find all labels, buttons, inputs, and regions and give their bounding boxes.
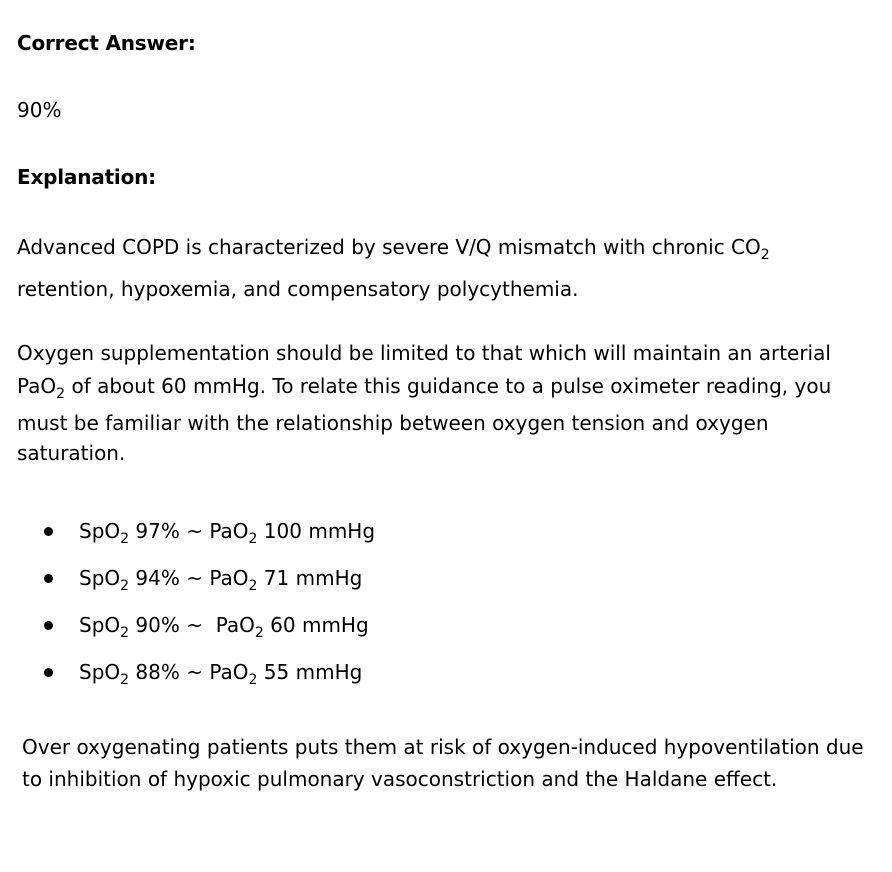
pao2-label: PaO (215, 613, 255, 637)
correct-answer-value: 90% (17, 98, 62, 122)
spo2-label: SpO (79, 566, 121, 590)
spo2-subscript: 2 (120, 531, 130, 547)
spo2-value: 88% ~ (129, 660, 210, 684)
pao2-subscript: 2 (248, 672, 258, 688)
pao2-value: 71 mmHg (257, 566, 363, 590)
explanation-paragraph-2 (17, 338, 857, 468)
paragraph-2-line-2 (17, 368, 857, 408)
paragraph-2-line-3: must be familiar with the relationship between oxygen tension and oxygen (17, 411, 769, 435)
paragraph-1-line-2: retention, hypoxemia, and compensatory polycythemia. (17, 277, 579, 301)
pao2-label: PaO (209, 566, 249, 590)
closing-paragraph (22, 731, 872, 795)
bullet-icon (44, 527, 53, 536)
spo2-value: 94% ~ (129, 566, 210, 590)
explanation-paragraph-1 (17, 226, 857, 310)
pao2-subscript: 2 (254, 625, 264, 641)
spo2-label: SpO (79, 613, 121, 637)
paragraph-1-line-1 (17, 226, 857, 268)
correct-answer-heading: Correct Answer: (17, 31, 196, 55)
bullet-icon (44, 574, 53, 583)
pao2-subscript: 2 (248, 531, 258, 547)
co2-subscript: 2 (760, 247, 770, 263)
saturation-list (0, 512, 375, 700)
list-item (0, 559, 375, 606)
spo2-label: SpO (79, 519, 121, 543)
paragraph-1-line-1-text: Advanced COPD is characterized by severe V/Q mismatch with chronic CO (17, 235, 761, 259)
list-item (0, 606, 375, 653)
pao2-label: PaO (209, 660, 249, 684)
pao2-subscript: 2 (56, 386, 66, 402)
spo2-label: SpO (79, 660, 121, 684)
spo2-subscript: 2 (120, 625, 130, 641)
closing-line-2: to inhibition of hypoxic pulmonary vasoconstriction and the Haldane effect. (22, 767, 778, 791)
pao2-value: 60 mmHg (263, 613, 369, 637)
spo2-value: 97% ~ (129, 519, 210, 543)
pao2-label: PaO (17, 374, 57, 398)
paragraph-2-line-2-text: of about 60 mmHg. To relate this guidance to a pulse oximeter reading, you (65, 374, 832, 398)
list-item (0, 653, 375, 700)
pao2-value: 55 mmHg (257, 660, 363, 684)
pao2-label: PaO (209, 519, 249, 543)
spo2-subscript: 2 (120, 578, 130, 594)
paragraph-2-line-1: Oxygen supplementation should be limited to that which will maintain an arterial (17, 341, 831, 365)
list-item (0, 512, 375, 559)
pao2-value: 100 mmHg (257, 519, 376, 543)
explanation-heading: Explanation: (17, 165, 156, 189)
bullet-icon (44, 668, 53, 677)
spo2-value: 90% ~ (129, 613, 216, 637)
paragraph-2-line-4: saturation. (17, 441, 126, 465)
closing-line-1: Over oxygenating patients puts them at risk of oxygen-induced hypoventilation due (22, 735, 864, 759)
spo2-subscript: 2 (120, 672, 130, 688)
pao2-subscript: 2 (248, 578, 258, 594)
bullet-icon (44, 621, 53, 630)
